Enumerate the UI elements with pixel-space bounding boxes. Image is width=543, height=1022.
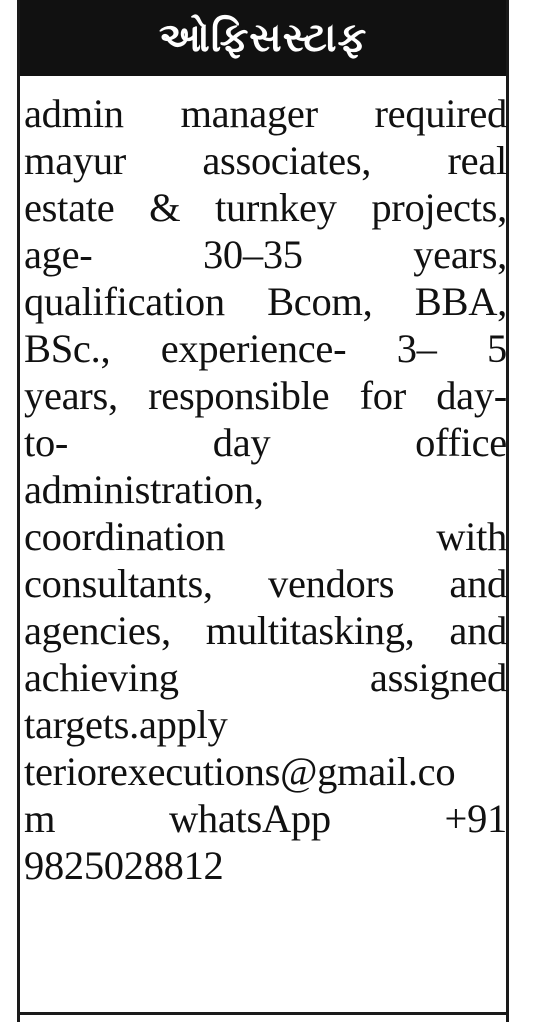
ad-line bbox=[24, 90, 507, 137]
ad-line-email bbox=[24, 748, 507, 795]
ad-line bbox=[24, 419, 507, 466]
ad-word: associates, bbox=[202, 138, 372, 183]
ad-line bbox=[24, 607, 507, 654]
ad-line bbox=[24, 372, 507, 419]
ad-word: to- bbox=[24, 420, 69, 465]
ad-word: achieving bbox=[24, 655, 179, 700]
ad-word: turnkey bbox=[215, 185, 337, 230]
ad-word: +91 bbox=[444, 796, 507, 841]
ad-line bbox=[24, 137, 507, 184]
ad-word: Bcom, bbox=[267, 279, 373, 324]
ad-line bbox=[24, 466, 507, 513]
ad-word: 3– bbox=[396, 326, 437, 371]
ad-word: admin bbox=[24, 91, 124, 136]
ad-word: BSc., bbox=[24, 326, 111, 371]
ad-word: and bbox=[449, 608, 507, 653]
ad-word: multitasking, bbox=[205, 608, 415, 653]
ad-line bbox=[24, 654, 507, 701]
ad-word: 30–35 bbox=[202, 232, 303, 277]
ad-word: responsible bbox=[148, 373, 330, 418]
ad-word: required bbox=[374, 91, 507, 136]
ad-word: age- bbox=[24, 232, 93, 277]
ad-word: whatsApp bbox=[168, 796, 331, 841]
ad-word: years, bbox=[24, 373, 118, 418]
ad-word: qualification bbox=[24, 279, 225, 324]
ad-line bbox=[24, 231, 507, 278]
ad-word: agencies, bbox=[24, 608, 171, 653]
ad-word: coordination bbox=[24, 514, 226, 559]
email-text: teriorexecutions@gmail.co bbox=[24, 749, 456, 794]
ad-word: administration, bbox=[24, 467, 264, 512]
ad-line-phone bbox=[24, 842, 507, 889]
ad-word: real bbox=[447, 138, 507, 183]
ad-word: office bbox=[415, 420, 507, 465]
ad-word: 5 bbox=[487, 326, 507, 371]
ad-word: vendors bbox=[268, 561, 395, 606]
ad-line bbox=[24, 560, 507, 607]
ad-line bbox=[24, 325, 507, 372]
ad-word: assigned bbox=[369, 655, 507, 700]
bottom-divider bbox=[17, 1012, 509, 1015]
ad-body-text bbox=[24, 90, 507, 889]
ad-word: day- bbox=[436, 373, 507, 418]
ad-line bbox=[24, 278, 507, 325]
ad-word: with bbox=[436, 514, 507, 559]
ad-word: m bbox=[24, 796, 56, 841]
ad-word: and bbox=[449, 561, 507, 606]
ad-word: & bbox=[149, 185, 181, 230]
ad-header-bar bbox=[20, 0, 506, 76]
ad-word: projects, bbox=[371, 185, 507, 230]
ad-line bbox=[24, 701, 507, 748]
ad-word: mayur bbox=[24, 138, 126, 183]
ad-word: consultants, bbox=[24, 561, 213, 606]
ad-word: years, bbox=[413, 232, 507, 277]
ad-line bbox=[24, 513, 507, 560]
ad-word: day bbox=[212, 420, 271, 465]
ad-word: experience- bbox=[160, 326, 347, 371]
ad-category-title: ઓફિસસ્ટાફ bbox=[158, 15, 368, 61]
ad-word: estate bbox=[24, 185, 115, 230]
phone-number: 9825028812 bbox=[24, 843, 224, 888]
ad-line bbox=[24, 184, 507, 231]
ad-word: BBA, bbox=[414, 279, 507, 324]
ad-word: targets.apply bbox=[24, 702, 228, 747]
ad-word: for bbox=[359, 373, 406, 418]
ad-word: manager bbox=[180, 91, 318, 136]
ad-line bbox=[24, 795, 507, 842]
classified-ad bbox=[17, 0, 509, 1022]
